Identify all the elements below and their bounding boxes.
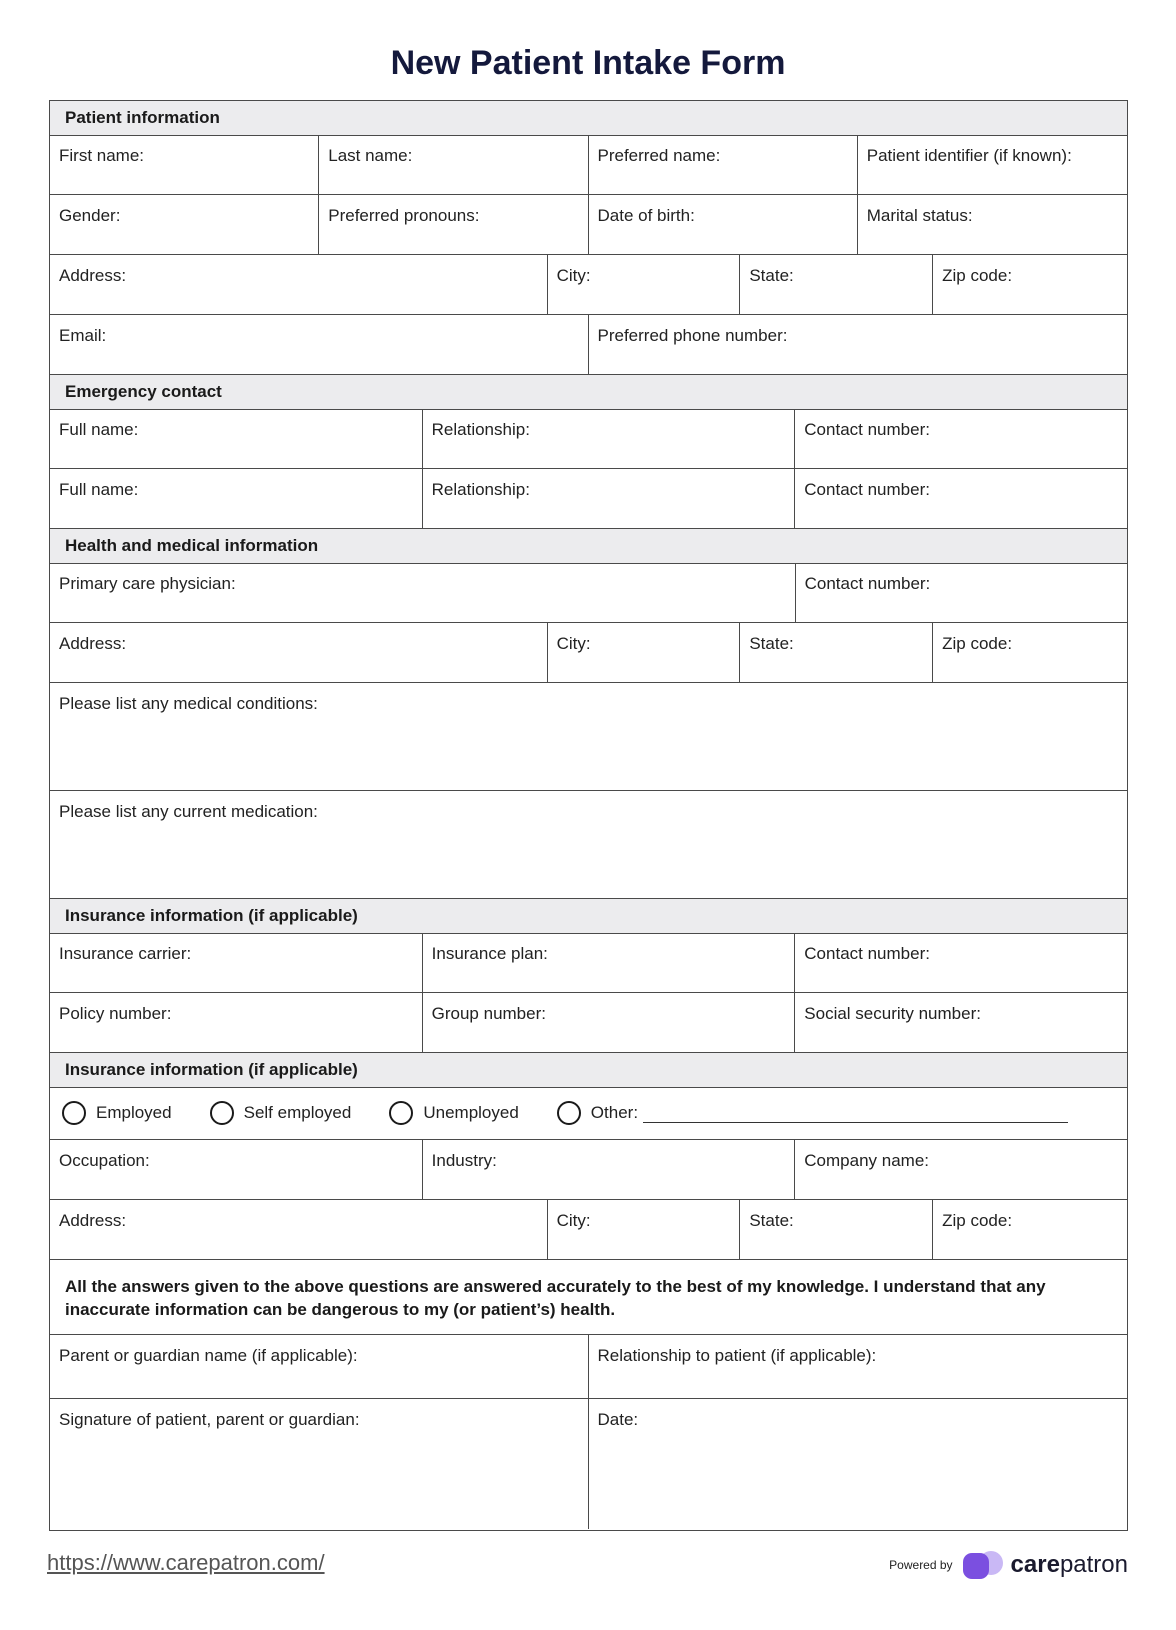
insurance-row-2 — [50, 993, 1127, 1053]
insurance-carrier-field[interactable] — [50, 933, 423, 992]
physician-contact-field[interactable] — [796, 563, 1127, 622]
radio-self-employed[interactable] — [210, 1101, 352, 1125]
medication-field[interactable] — [50, 791, 1127, 898]
physician-address-label: Address: — [59, 634, 127, 653]
pronouns-field[interactable] — [319, 195, 588, 254]
employer-state-label: State: — [749, 1211, 794, 1230]
physician-city-field[interactable] — [548, 623, 741, 682]
signature-field[interactable] — [50, 1399, 589, 1529]
marital-status-label: Marital status: — [866, 206, 973, 225]
emergency-name-label: Full name: — [59, 420, 139, 439]
emergency-relationship-label: Relationship: — [431, 480, 530, 499]
policy-number-label: Policy number: — [59, 1004, 172, 1023]
patient-state-field[interactable] — [740, 255, 933, 314]
email-field[interactable] — [50, 315, 589, 374]
employment-status-row — [50, 1087, 1127, 1140]
radio-unemployed[interactable] — [389, 1101, 518, 1125]
section-header-employment: Insurance information (if applicable) — [50, 1053, 1127, 1088]
employment-row-address — [50, 1200, 1127, 1260]
insurance-contact-label: Contact number: — [804, 944, 930, 963]
company-name-field[interactable] — [795, 1140, 1127, 1199]
patient-address-label: Address: — [59, 266, 127, 285]
physician-address-field[interactable] — [50, 623, 548, 682]
emergency-2-contact-field[interactable] — [795, 469, 1127, 528]
dob-label: Date of birth: — [597, 206, 695, 225]
phone-label: Preferred phone number: — [597, 326, 788, 345]
patient-identifier-label: Patient identifier (if known): — [866, 146, 1072, 165]
physician-zip-field[interactable] — [933, 623, 1126, 682]
radio-unemployed-label: Unemployed — [423, 1103, 519, 1122]
declaration-statement: All the answers given to the above questions are answered accurately to the best of my knowledge. I understand that any inaccurate information can be dangerous to my (or patient’s) health. — [50, 1260, 1127, 1335]
group-number-label: Group number: — [431, 1004, 546, 1023]
first-name-field[interactable] — [50, 135, 319, 194]
powered-by-badge — [889, 1549, 1128, 1581]
ssn-field[interactable] — [795, 993, 1127, 1052]
emergency-2-name-field[interactable] — [50, 469, 423, 528]
health-row-address — [50, 623, 1127, 683]
industry-field[interactable] — [423, 1140, 796, 1199]
group-number-field[interactable] — [423, 993, 796, 1052]
signoff-row-guardian — [50, 1335, 1127, 1399]
brand-rest: patron — [1059, 1551, 1128, 1578]
health-row-conditions — [50, 683, 1127, 791]
patient-zip-label: Zip code: — [942, 266, 1013, 285]
employer-city-label: City: — [556, 1211, 591, 1230]
policy-number-field[interactable] — [50, 993, 423, 1052]
employer-address-field[interactable] — [50, 1200, 548, 1259]
section-header-insurance: Insurance information (if applicable) — [50, 899, 1127, 934]
brand-name — [1011, 1551, 1128, 1579]
employer-state-field[interactable] — [740, 1200, 933, 1259]
patient-row-demographics — [50, 195, 1127, 255]
radio-other-label: Other: — [590, 1103, 639, 1122]
gender-field[interactable] — [50, 195, 319, 254]
date-field[interactable] — [589, 1399, 1128, 1529]
section-header-health: Health and medical information — [50, 529, 1127, 564]
emergency-1-name-field[interactable] — [50, 409, 423, 468]
emergency-contact-label: Contact number: — [804, 480, 930, 499]
insurance-contact-field[interactable] — [795, 933, 1127, 992]
radio-circle-icon[interactable] — [389, 1101, 413, 1125]
occupation-field[interactable] — [50, 1140, 423, 1199]
last-name-label: Last name: — [328, 146, 413, 165]
industry-label: Industry: — [431, 1151, 497, 1170]
powered-by-text: Powered by — [889, 1558, 953, 1572]
page-title: New Patient Intake Form — [390, 44, 786, 82]
radio-circle-icon[interactable] — [557, 1101, 581, 1125]
medical-conditions-label: Please list any medical conditions: — [59, 694, 318, 713]
employment-row-details — [50, 1140, 1127, 1200]
preferred-name-label: Preferred name: — [597, 146, 721, 165]
company-name-label: Company name: — [804, 1151, 930, 1170]
radio-circle-icon[interactable] — [62, 1101, 86, 1125]
email-label: Email: — [59, 326, 107, 345]
guardian-relationship-field[interactable] — [589, 1335, 1128, 1398]
other-text-line[interactable] — [643, 1104, 1068, 1123]
employer-city-field[interactable] — [548, 1200, 741, 1259]
date-label: Date: — [597, 1410, 639, 1429]
radio-circle-icon[interactable] — [210, 1101, 234, 1125]
patient-row-address — [50, 255, 1127, 315]
employer-zip-field[interactable] — [933, 1200, 1126, 1259]
radio-employed[interactable] — [62, 1101, 172, 1125]
health-row-medication — [50, 791, 1127, 899]
gender-label: Gender: — [59, 206, 121, 225]
employer-address-label: Address: — [59, 1211, 127, 1230]
physician-state-label: State: — [749, 634, 794, 653]
emergency-row-2 — [50, 469, 1127, 529]
emergency-2-relationship-field[interactable] — [423, 469, 796, 528]
physician-state-field[interactable] — [740, 623, 933, 682]
intake-form — [49, 100, 1128, 1531]
patient-address-field[interactable] — [50, 255, 548, 314]
ssn-label: Social security number: — [804, 1004, 981, 1023]
emergency-contact-label: Contact number: — [804, 420, 930, 439]
insurance-row-1 — [50, 933, 1127, 993]
radio-self-employed-label: Self employed — [243, 1103, 352, 1122]
radio-employed-label: Employed — [96, 1103, 172, 1122]
emergency-relationship-label: Relationship: — [431, 420, 530, 439]
pronouns-label: Preferred pronouns: — [328, 206, 480, 225]
signoff-row-signature — [50, 1399, 1127, 1529]
first-name-label: First name: — [59, 146, 145, 165]
phone-field[interactable] — [589, 315, 1128, 374]
insurance-carrier-label: Insurance carrier: — [59, 944, 192, 963]
physician-label: Primary care physician: — [59, 574, 236, 593]
employer-zip-label: Zip code: — [942, 1211, 1013, 1230]
patient-identifier-field[interactable] — [858, 135, 1127, 194]
patient-zip-field[interactable] — [933, 255, 1126, 314]
physician-city-label: City: — [556, 634, 591, 653]
guardian-name-field[interactable] — [50, 1335, 589, 1398]
health-row-physician — [50, 563, 1127, 623]
signature-label: Signature of patient, parent or guardian: — [59, 1410, 360, 1429]
patient-row-names — [50, 135, 1127, 195]
emergency-1-contact-field[interactable] — [795, 409, 1127, 468]
preferred-name-field[interactable] — [589, 135, 858, 194]
last-name-field[interactable] — [319, 135, 588, 194]
occupation-label: Occupation: — [59, 1151, 150, 1170]
patient-state-label: State: — [749, 266, 794, 285]
medical-conditions-field[interactable] — [50, 683, 1127, 790]
patient-city-field[interactable] — [548, 255, 741, 314]
emergency-1-relationship-field[interactable] — [423, 409, 796, 468]
insurance-plan-label: Insurance plan: — [431, 944, 548, 963]
physician-field[interactable] — [50, 563, 796, 622]
guardian-name-label: Parent or guardian name (if applicable): — [59, 1346, 358, 1365]
physician-contact-label: Contact number: — [804, 574, 931, 593]
carepatron-logo-icon — [961, 1549, 1005, 1581]
footer-link[interactable]: https://www.carepatron.com/ — [47, 1550, 325, 1575]
radio-other[interactable] — [557, 1101, 1068, 1125]
dob-field[interactable] — [589, 195, 858, 254]
guardian-relationship-label: Relationship to patient (if applicable): — [597, 1346, 877, 1365]
patient-row-contact — [50, 315, 1127, 375]
emergency-row-1 — [50, 409, 1127, 469]
patient-city-label: City: — [556, 266, 591, 285]
brand-bold: care — [1010, 1551, 1060, 1578]
medication-label: Please list any current medication: — [59, 802, 318, 821]
section-header-patient: Patient information — [50, 101, 1127, 136]
marital-status-field[interactable] — [858, 195, 1127, 254]
emergency-name-label: Full name: — [59, 480, 139, 499]
physician-zip-label: Zip code: — [942, 634, 1013, 653]
insurance-plan-field[interactable] — [423, 933, 796, 992]
section-header-emergency: Emergency contact — [50, 375, 1127, 410]
